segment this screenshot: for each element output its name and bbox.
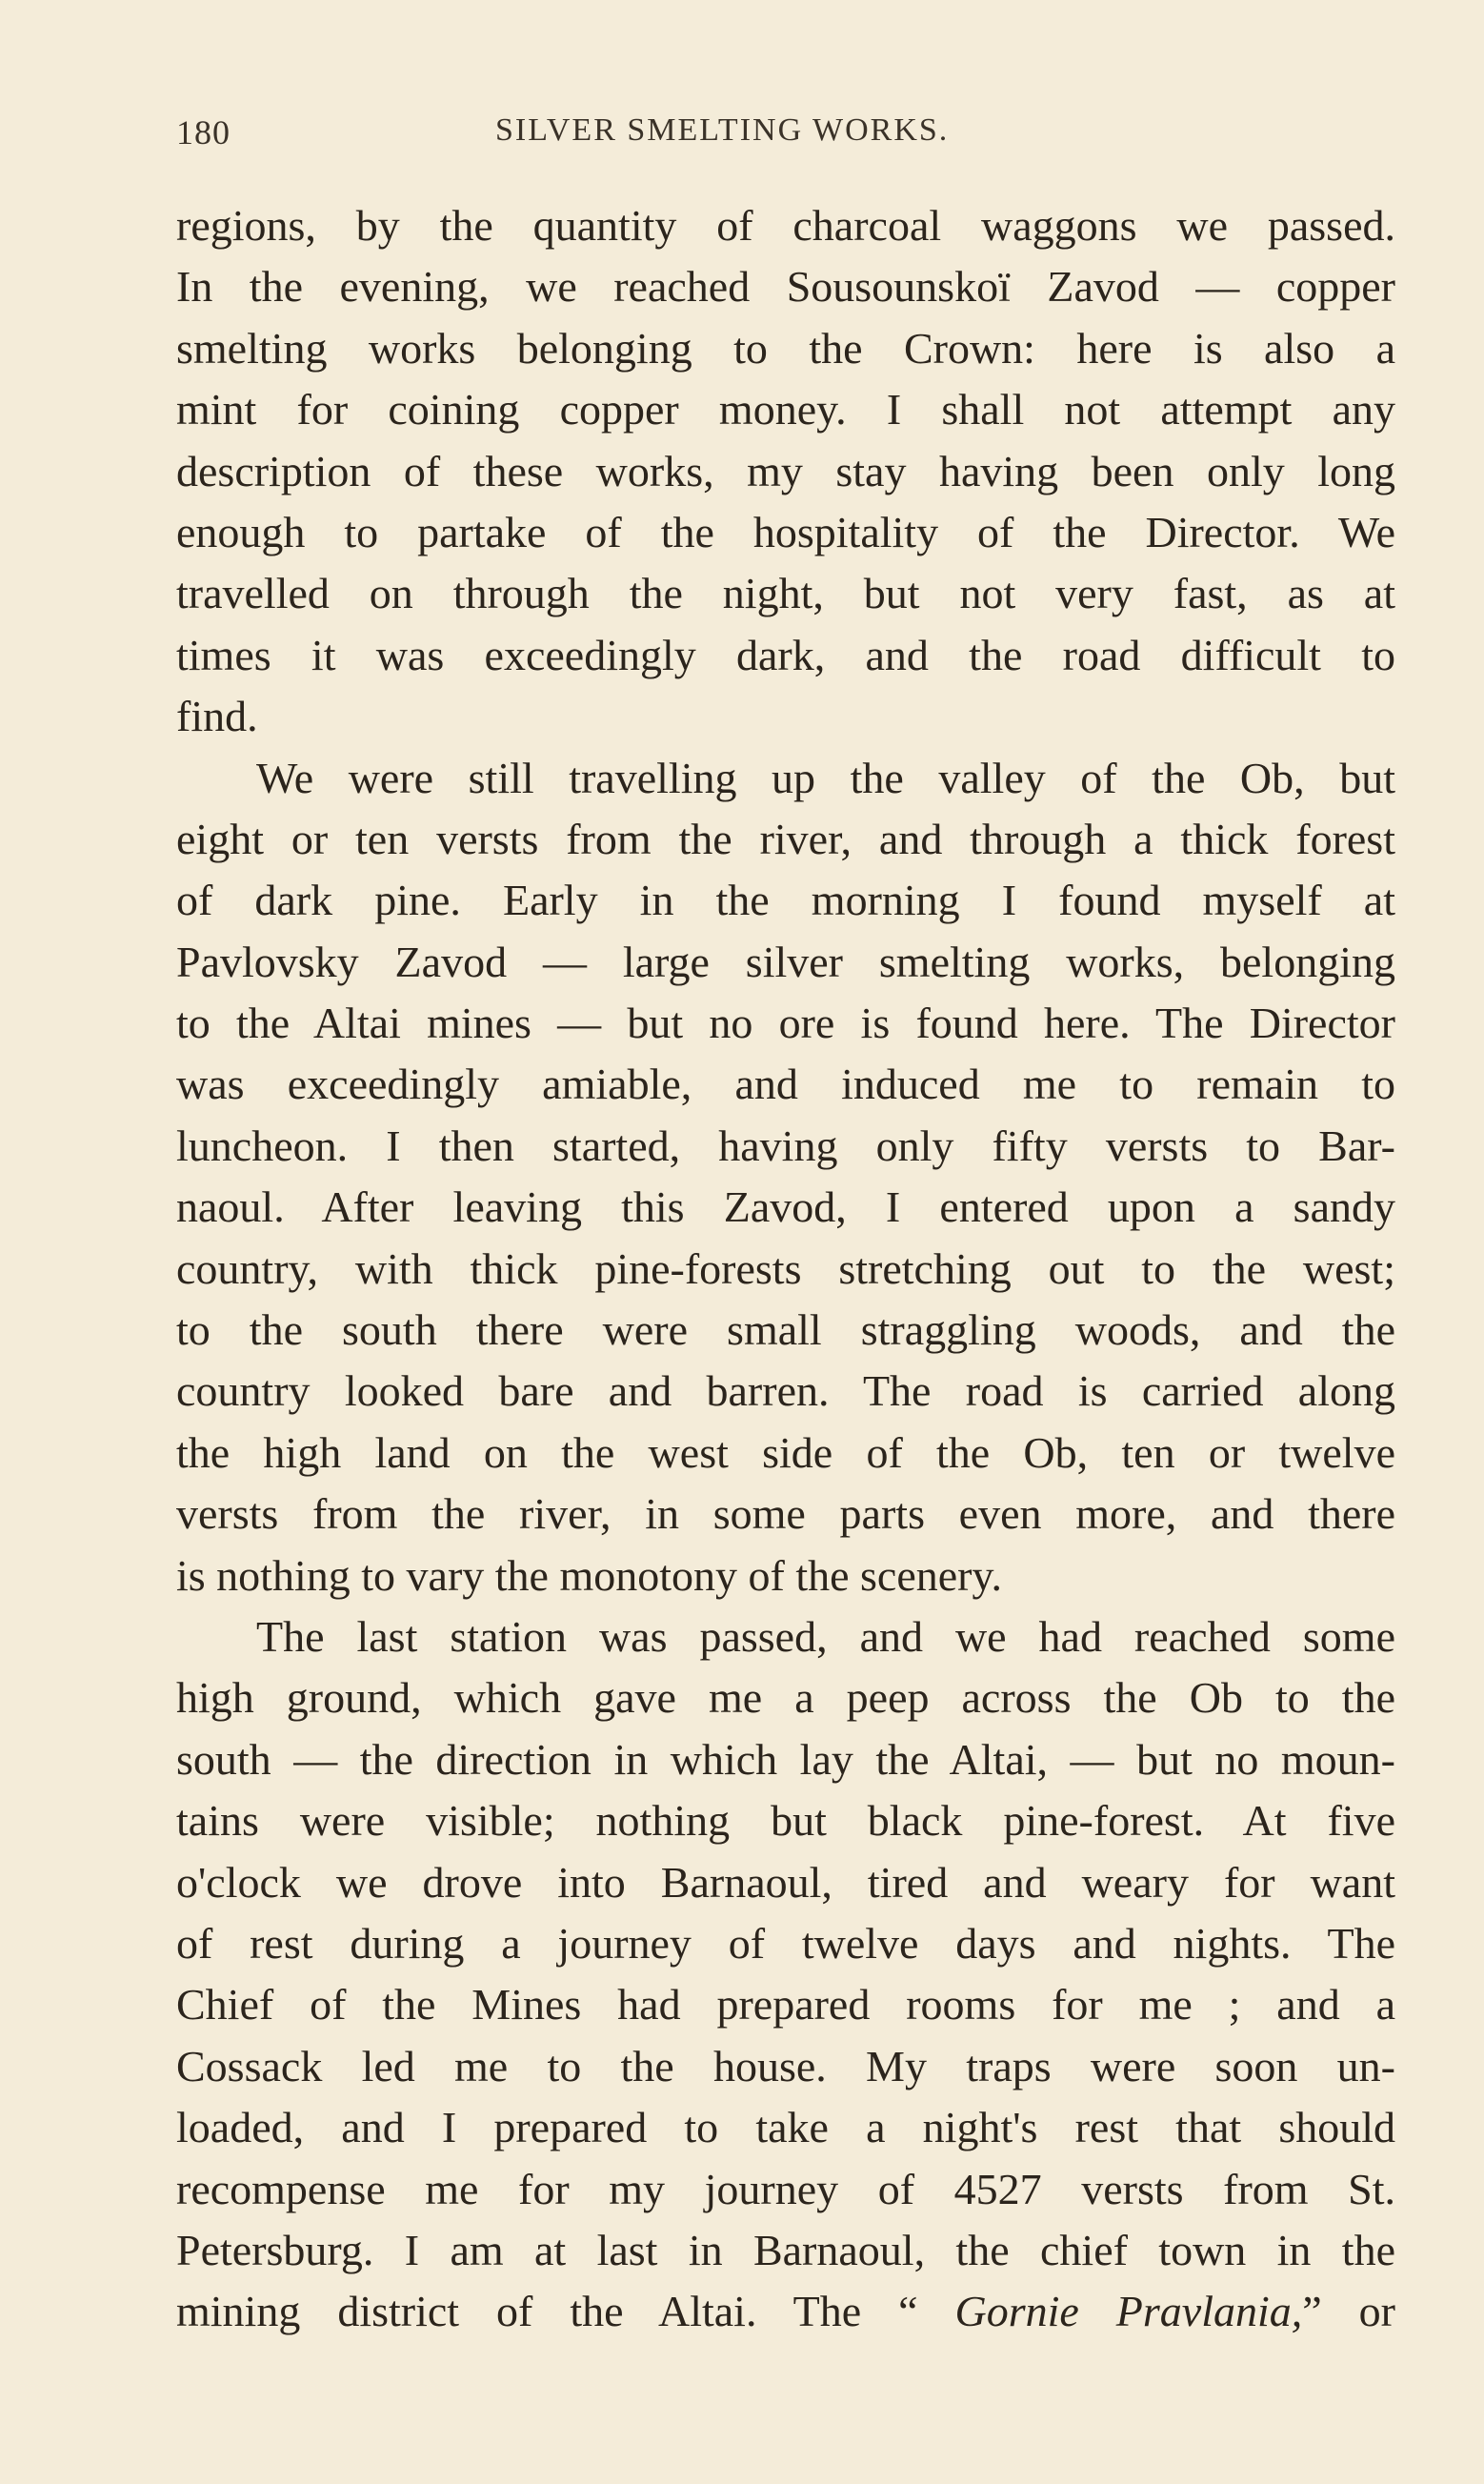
final-line-end: ” or [1302, 2287, 1395, 2336]
final-text-line [176, 2281, 1395, 2342]
text-line: versts from the river, in some parts even more, and there [176, 1489, 1395, 1539]
body-text [176, 195, 1395, 2343]
text-line: high ground, which gave me a peep across the Ob to the [176, 1673, 1395, 1723]
text-line: In the evening, we reached Sousounskoï Zavod — copper [176, 262, 1395, 312]
text-line: mint for coining copper money. I shall not attempt any [176, 385, 1395, 434]
text-line: is nothing to vary the monotony of the scenery. [176, 1550, 1003, 1600]
text-line: country, with thick pine-forests stretching out to the west; [176, 1243, 1395, 1293]
text-line: description of these works, my stay having been only long [176, 446, 1395, 495]
text-line: find. [176, 692, 258, 741]
text-line: times it was exceedingly dark, and the road difficult to [176, 630, 1395, 679]
text-line: country looked bare and barren. The road is carried along [176, 1366, 1395, 1416]
text-line: south — the direction in which lay the Altai, — but no moun- [176, 1734, 1395, 1784]
text-line: to the south there were small straggling woods, and the [176, 1305, 1395, 1355]
final-line-start: mining district of the Altai. The “ [176, 2287, 955, 2336]
text-line: tains were visible; nothing but black pine-forest. At five [176, 1796, 1395, 1846]
gornie-pravlania-italic: Gornie Pravlania, [954, 2287, 1303, 2336]
text-line: luncheon. I then started, having only fifty versts to Bar- [176, 1121, 1395, 1170]
text-line: of rest during a journey of twelve days and nights. The [176, 1918, 1395, 1968]
text-line: the high land on the west side of the Ob, ten or twelve [176, 1427, 1395, 1477]
text-line: enough to partake of the hospitality of the Director. We [176, 507, 1395, 556]
text-line: eight or ten versts from the river, and through a thick forest [176, 814, 1395, 863]
text-line: to the Altai mines — but no ore is found here. The Director [176, 999, 1395, 1048]
text-line: of dark pine. Early in the morning I found myself at [176, 876, 1395, 925]
text-line: recompense me for my journey of 4527 versts from St. [176, 2164, 1395, 2213]
text-line: was exceedingly amiable, and induced me to remain to [176, 1060, 1395, 1109]
text-line: o'clock we drove into Barnaoul, tired and weary for want [176, 1857, 1395, 1907]
text-line: Chief of the Mines had prepared rooms for me ; and a [176, 1980, 1395, 2030]
paragraph-start-line: The last station was passed, and we had reached some [256, 1611, 1395, 1661]
text-line: smelting works belonging to the Crown: here is also a [176, 323, 1395, 373]
text-line: Petersburg. I am at last in Barnaoul, the chief town in the [176, 2225, 1395, 2274]
page-number: 180 [176, 113, 231, 151]
text-line: Cossack led me to the house. My traps were soon un- [176, 2041, 1395, 2090]
text-line: Pavlovsky Zavod — large silver smelting works, belonging [176, 937, 1395, 986]
text-line: naoul. After leaving this Zavod, I entered upon a sandy [176, 1182, 1395, 1232]
paragraph-start-line: We were still travelling up the valley of the Ob, but [256, 753, 1395, 802]
running-title: SILVER SMELTING WORKS. [495, 112, 950, 148]
text-line: regions, by the quantity of charcoal waggons we passed. [176, 201, 1395, 250]
text-line: loaded, and I prepared to take a night's rest that should [176, 2103, 1395, 2152]
text-line: travelled on through the night, but not very fast, as at [176, 569, 1395, 618]
running-head [176, 112, 1395, 170]
